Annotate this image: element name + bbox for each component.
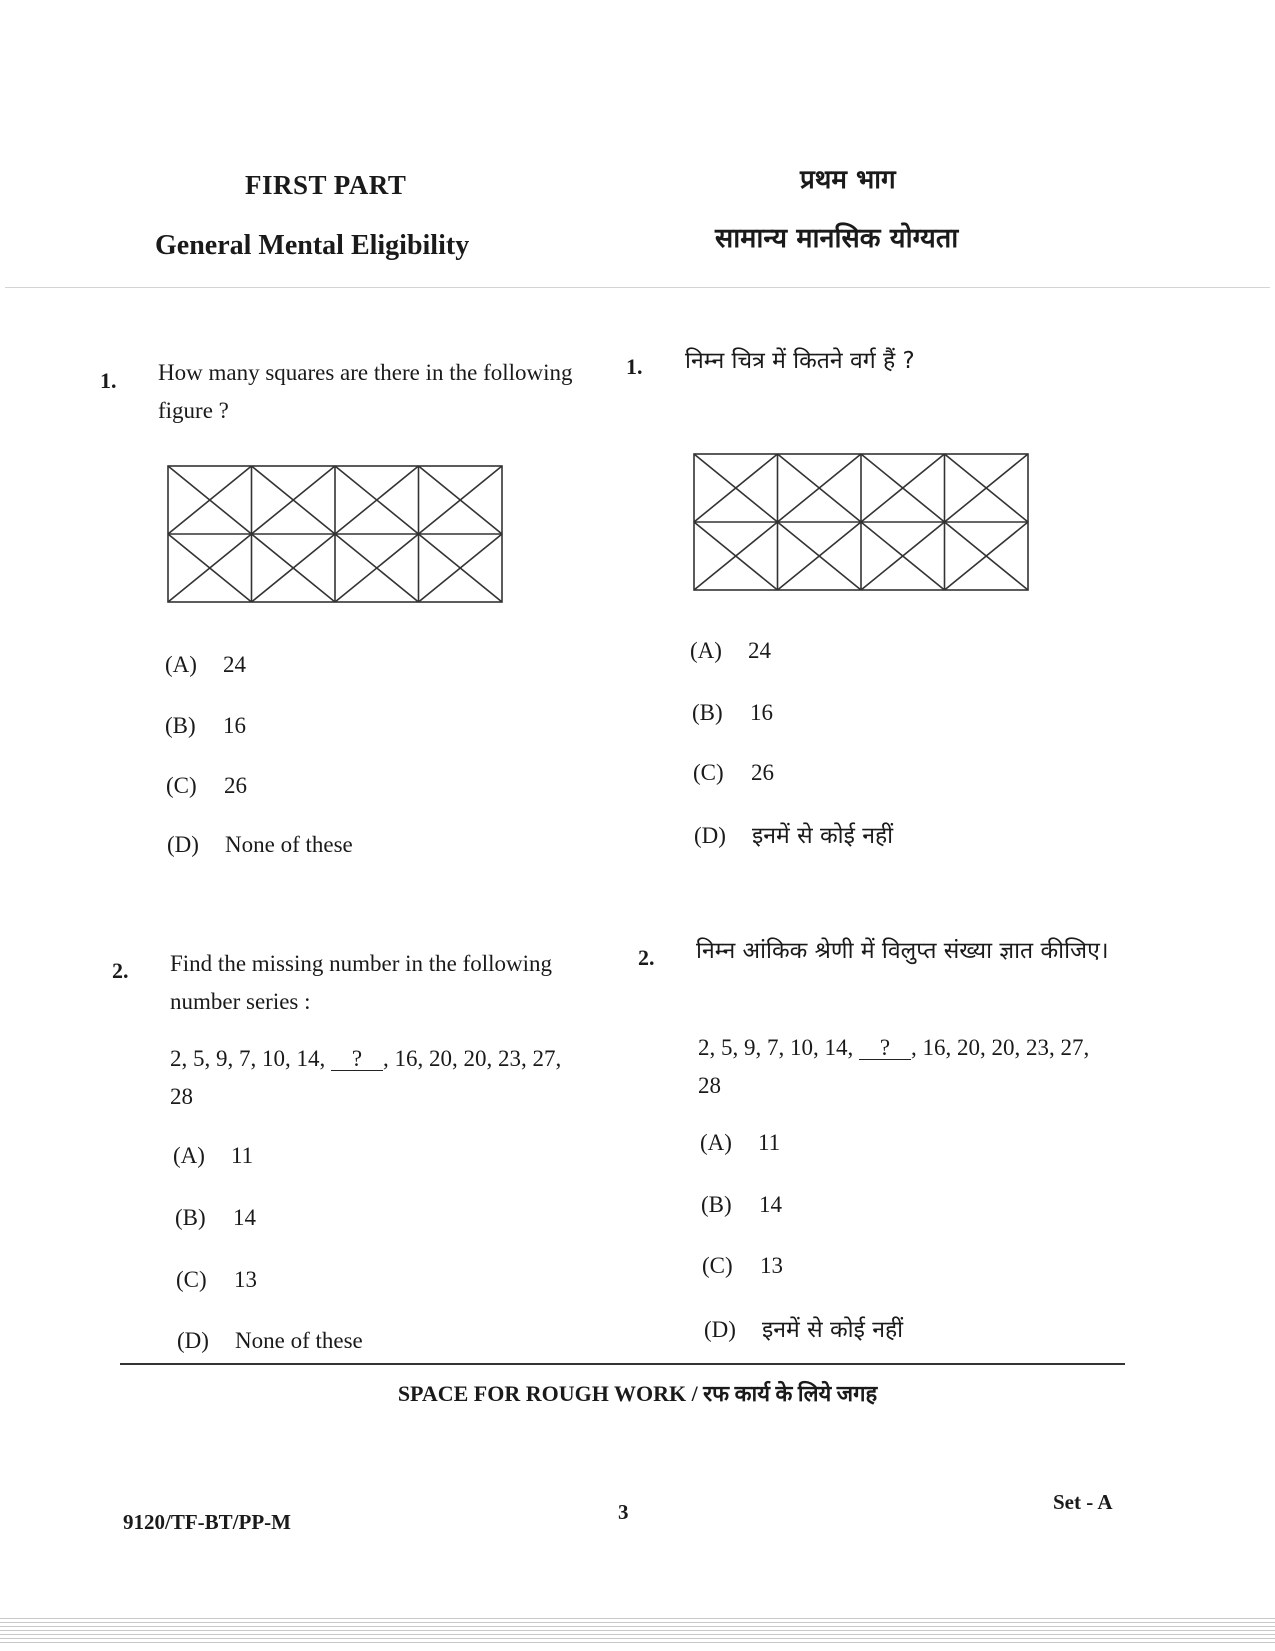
question-1-option-d-hindi [694, 818, 893, 850]
series-blank: ? [859, 1037, 911, 1060]
option-text: 26 [751, 760, 774, 785]
option-label: (A) [700, 1130, 732, 1155]
series-values-rest: , 16, 20, 20, 23, 27, [383, 1046, 562, 1071]
question-1-option-b-english [165, 713, 246, 739]
option-text: 11 [231, 1143, 254, 1168]
question-2-option-a-english [173, 1143, 253, 1169]
question-1-option-d-english [167, 832, 353, 858]
rough-work-label: SPACE FOR ROUGH WORK / रफ कार्य के लिये जगह [397, 1381, 878, 1406]
header-divider [5, 287, 1270, 288]
question-2-option-b-hindi [701, 1192, 782, 1218]
grid-with-diagonals-icon [694, 454, 1028, 590]
question-2-text-hindi: निम्न आंकिक श्रेणी में विलुप्त संख्या ज्ञात कीजिए। [696, 938, 1109, 964]
series-last-value: 28 [170, 1084, 193, 1109]
option-label: (C) [166, 773, 197, 798]
question-1-figure-hindi [692, 452, 1032, 596]
question-2-option-b-english [175, 1205, 256, 1231]
rough-work-divider [120, 1363, 1125, 1365]
question-1-option-a-hindi [690, 638, 771, 664]
option-text: 16 [223, 713, 246, 738]
question-1-number-hindi: 1. [626, 354, 643, 379]
option-label: (B) [692, 700, 723, 725]
option-text: None of these [225, 832, 353, 857]
option-label: (D) [177, 1328, 209, 1353]
option-label: (A) [165, 652, 197, 677]
option-label: (D) [694, 823, 726, 848]
option-text: 16 [750, 700, 773, 725]
question-1-option-c-hindi [693, 760, 774, 786]
scan-edge-lines [0, 1618, 1275, 1644]
question-1-text-english: How many squares are there in the following figure ? [158, 360, 573, 423]
series-values: 2, 5, 9, 7, 10, 14, [170, 1046, 326, 1071]
question-1-figure-english [166, 464, 506, 608]
series-last-value: 28 [698, 1073, 721, 1098]
paper-code: 9120/TF-BT/PP-M [123, 1510, 291, 1534]
option-text: 14 [233, 1205, 256, 1230]
series-values: 2, 5, 9, 7, 10, 14, [698, 1035, 854, 1060]
part-heading-english: FIRST PART [245, 170, 407, 200]
option-label: (D) [167, 832, 199, 857]
question-2-text-english: Find the missing number in the following number series : [170, 951, 553, 1014]
question-2-option-c-english [176, 1267, 257, 1293]
option-label: (A) [173, 1143, 205, 1168]
option-label: (B) [175, 1205, 206, 1230]
option-text: इनमें से कोई नहीं [752, 823, 894, 849]
page-number: 3 [618, 1500, 629, 1524]
question-2-series-hindi [698, 1029, 1148, 1105]
subject-heading-english: General Mental Eligibility [155, 230, 470, 261]
option-text: इनमें से कोई नहीं [762, 1317, 904, 1343]
question-1-number-english: 1. [100, 368, 117, 393]
subject-heading-hindi: सामान्य मानसिक योग्यता [715, 223, 959, 254]
option-text: 24 [748, 638, 771, 663]
option-label: (C) [176, 1267, 207, 1292]
question-1-option-b-hindi [692, 700, 773, 726]
question-1-text-hindi: निम्न चित्र में कितने वर्ग हैं ? [685, 348, 915, 374]
question-2-option-c-hindi [702, 1253, 783, 1279]
option-text: 24 [223, 652, 246, 677]
option-text: 13 [760, 1253, 783, 1278]
option-text: 11 [758, 1130, 781, 1155]
option-label: (B) [165, 713, 196, 738]
question-2-option-d-hindi [704, 1312, 903, 1344]
series-blank: ? [331, 1048, 383, 1071]
question-1-option-c-english [166, 773, 247, 799]
option-label: (D) [704, 1317, 736, 1342]
question-2-number-english: 2. [112, 958, 129, 983]
question-2-option-a-hindi [700, 1130, 780, 1156]
question-1-option-a-english [165, 652, 246, 678]
set-label: Set - A [1053, 1490, 1113, 1514]
option-label: (A) [690, 638, 722, 663]
option-text: 14 [759, 1192, 782, 1217]
grid-with-diagonals-icon [168, 466, 502, 602]
part-heading-hindi: प्रथम भाग [800, 165, 896, 195]
option-label: (C) [702, 1253, 733, 1278]
option-text: 26 [224, 773, 247, 798]
question-2-option-d-english [177, 1328, 363, 1354]
option-text: 13 [234, 1267, 257, 1292]
question-2-number-hindi: 2. [638, 945, 655, 970]
question-2-series-english [170, 1040, 610, 1116]
series-values-rest: , 16, 20, 20, 23, 27, [911, 1035, 1090, 1060]
option-text: None of these [235, 1328, 363, 1353]
option-label: (C) [693, 760, 724, 785]
option-label: (B) [701, 1192, 732, 1217]
